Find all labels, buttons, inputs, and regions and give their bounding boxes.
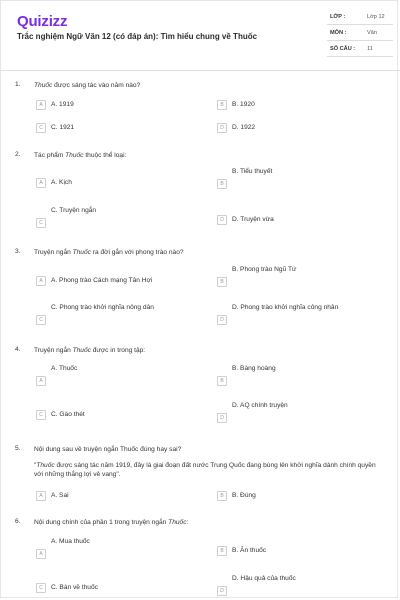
question-text: Truyện ngắn Thuốc được in trong tập: [34,347,146,354]
option-b[interactable] [217,365,367,384]
option-label: A. Mua thuốc [51,538,90,545]
option-checkbox[interactable]: C [36,583,46,593]
meta-table [327,10,393,62]
option-label: C. Phong trào khởi nghĩa nông dân [51,304,154,311]
meta-value: Văn [367,30,377,36]
option-label: B. Phong trào Ngũ Tứ [232,266,297,273]
option-checkbox[interactable]: A [36,376,46,386]
option-checkbox[interactable]: D [217,586,227,596]
option-checkbox[interactable]: B [217,491,227,501]
header-divider [1,70,400,71]
option-label: B. 1920 [232,101,255,108]
meta-value: 11 [367,46,373,52]
option-d[interactable] [217,402,367,421]
option-checkbox[interactable]: A [36,276,46,286]
page-title: Trắc nghiệm Ngữ Văn 12 (có đáp án): Tìm hiểu chung về Thuốc [17,32,258,41]
question-number: 6. [15,518,21,525]
question-number: 5. [15,445,21,452]
question-number: 3. [15,248,21,255]
option-label: A. Thuốc [51,365,78,372]
question-text: Nội dung chính của phần 1 trong truyện ngắn Thuốc: [34,519,189,526]
option-a[interactable] [36,365,186,384]
option-label: B. Đúng [232,492,256,499]
option-checkbox[interactable]: D [217,315,227,325]
question-text: Nội dung sau về truyện ngắn Thuốc đúng hay sai? [34,446,182,453]
option-label: C. Truyện ngắn [51,207,97,214]
option-checkbox[interactable]: A [36,178,46,188]
option-checkbox[interactable]: C [36,410,46,420]
option-label: D. AQ chính truyện [232,402,288,409]
meta-row-subject [327,26,393,41]
meta-value: Lớp 12 [367,14,385,20]
option-checkbox[interactable]: B [217,277,227,287]
option-d[interactable] [217,575,367,594]
option-label: A. Phong trào Cách mạng Tân Hợi [51,277,153,284]
option-b[interactable] [217,266,367,285]
option-c[interactable] [36,304,186,323]
option-d[interactable] [217,123,367,133]
option-label: B. Tiểu thuyết [232,168,273,175]
option-checkbox[interactable]: A [36,100,46,110]
option-checkbox[interactable]: B [217,546,227,556]
option-checkbox[interactable]: A [36,491,46,501]
option-label: C. 1921 [51,124,75,131]
option-label: D. Hậu quả của thuốc [232,575,296,582]
option-label: C. Bàn về thuốc [51,584,98,591]
option-d[interactable] [217,304,367,323]
question-quote: "Thuốc được sáng tác năm 1919, đây là giai đoạn đất nước Trung Quốc đang bùng lên khởi nghĩa dành chính quyền với những thắng lợi vẻ vang". [34,462,376,478]
meta-key: LỚP : [330,14,346,20]
option-checkbox[interactable]: C [36,123,46,133]
option-b[interactable] [217,491,367,501]
option-label: C. Gào thét [51,411,85,418]
option-checkbox[interactable]: D [217,413,227,423]
option-c[interactable] [36,207,186,226]
option-a[interactable] [36,276,186,286]
option-checkbox[interactable]: B [217,179,227,189]
question-text: Truyện ngắn Thuốc ra đời gắn với phong trào nào? [34,249,184,256]
question-number: 4. [15,346,21,353]
option-checkbox[interactable]: C [36,218,46,228]
meta-key: MÔN : [330,30,347,36]
option-label: D. 1922 [232,124,256,131]
option-a[interactable] [36,178,186,188]
question-number: 2. [15,151,21,158]
option-a[interactable] [36,100,186,110]
option-checkbox[interactable]: D [217,123,227,133]
meta-row-count [327,42,393,57]
question-text: Thuốc được sáng tác vào năm nào? [34,82,141,89]
meta-key: SỐ CÂU : [330,46,356,52]
option-a[interactable] [36,491,186,501]
option-label: B. Ăn thuốc [232,547,267,554]
option-label: D. Truyện vừa [232,216,274,223]
option-a[interactable] [36,538,186,557]
option-label: A. 1919 [51,101,74,108]
option-c[interactable] [36,583,186,593]
question-number: 1. [15,81,21,88]
option-b[interactable] [217,168,367,187]
meta-row-class [327,10,393,25]
option-c[interactable] [36,410,186,420]
question-text: Tác phẩm Thuốc thuộc thể loại: [34,152,127,159]
option-checkbox[interactable]: B [217,100,227,110]
option-checkbox[interactable]: B [217,376,227,386]
option-checkbox[interactable]: A [36,549,46,559]
option-label: A. Kịch [51,179,72,186]
option-d[interactable] [217,215,367,225]
option-label: B. Bàng hoàng [232,365,276,372]
option-c[interactable] [36,123,186,133]
option-label: D. Phong trào khởi nghĩa công nhân [232,304,339,311]
option-checkbox[interactable]: D [217,215,227,225]
option-b[interactable] [217,546,367,556]
option-label: A. Sai [51,492,69,499]
option-b[interactable] [217,100,367,110]
option-checkbox[interactable]: C [36,315,46,325]
quizizz-logo: Quizizz [17,13,68,30]
